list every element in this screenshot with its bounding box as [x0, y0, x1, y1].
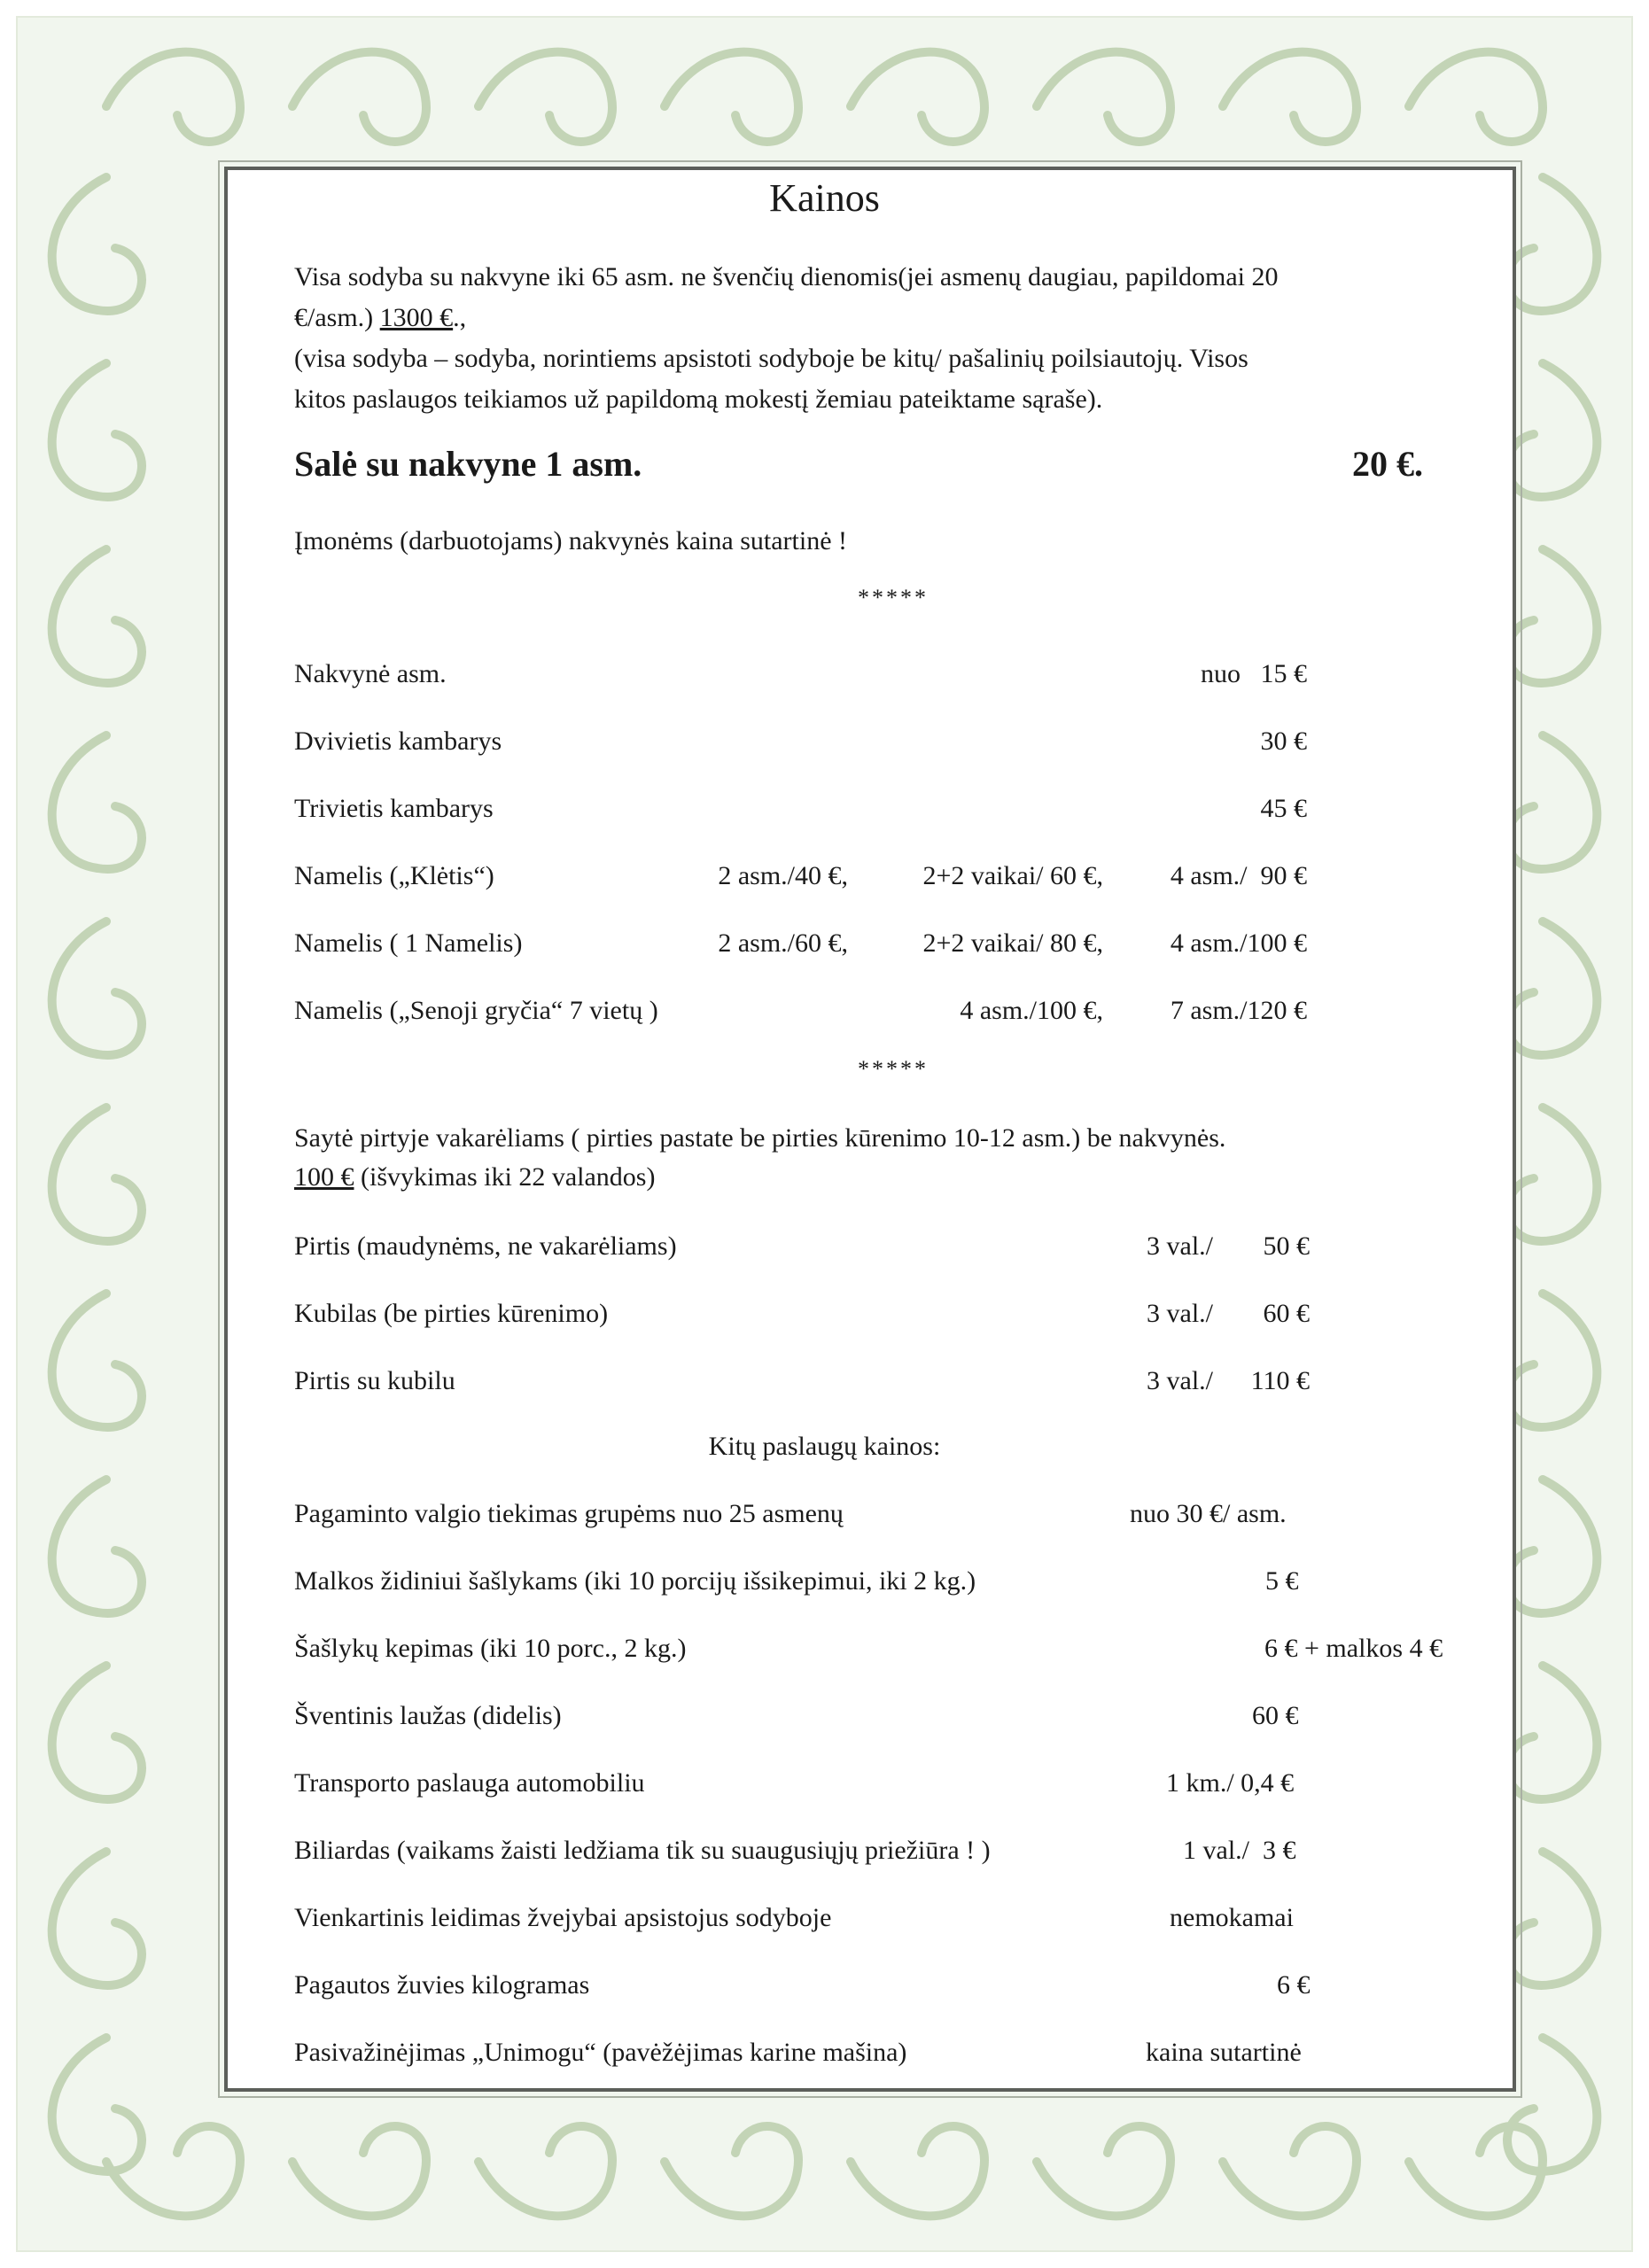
- accommodation-name: Namelis („Klėtis“): [294, 861, 494, 890]
- sauna-service-name: Kubilas (be pirties kūrenimo): [294, 1299, 609, 1328]
- accommodation-name: Dvivietis kambarys: [294, 726, 502, 756]
- hall-price: 20 €.: [1352, 444, 1423, 484]
- service-name: Malkos židiniui šašlykams (iki 10 porcijų išsikepimui, iki 2 kg.): [294, 1566, 976, 1596]
- service-name: Šašlykų kepimas (iki 10 porc., 2 kg.): [294, 1634, 687, 1663]
- accommodation-price: 30 €: [1260, 726, 1307, 756]
- accommodation-price-family: 4 asm./100 €,: [960, 996, 1103, 1025]
- service-price: 1 val./ 3 €: [1183, 1836, 1296, 1865]
- other-services-heading: Kitų paslaugų kainos:: [708, 1432, 941, 1461]
- hall-label: Salė su nakvyne 1 asm.: [294, 444, 642, 484]
- sauna-duration: 3 val./: [1147, 1231, 1213, 1261]
- intro-line-2-suffix: .,: [453, 303, 467, 332]
- service-name: Transporto paslauga automobiliu: [294, 1768, 645, 1798]
- sayte-price: 100 €: [294, 1162, 354, 1192]
- service-price: kaina sutartinė: [1146, 2038, 1302, 2067]
- service-price: 6 € + malkos 4 €: [1264, 1634, 1443, 1663]
- intro-line-2-prefix: €/asm.): [294, 303, 380, 332]
- separator-1: *****: [858, 585, 929, 610]
- service-name: Šventinis laužas (didelis): [294, 1701, 562, 1730]
- accommodation-price-family: 2+2 vaikai/ 60 €,: [922, 861, 1103, 890]
- whole-farm-price: 1300 €: [379, 303, 454, 332]
- accommodation-price: 45 €: [1260, 794, 1307, 823]
- sayte-line-2: [294, 1157, 655, 1198]
- accommodation-price: 4 asm./100 €: [1170, 928, 1307, 958]
- separator-2: *****: [858, 1056, 929, 1082]
- service-price: 60 €: [1252, 1701, 1299, 1730]
- accommodation-price: 7 asm./120 €: [1170, 996, 1307, 1025]
- accommodation-price-family: 2+2 vaikai/ 80 €,: [922, 928, 1103, 958]
- service-price: nemokamai: [1170, 1903, 1294, 1932]
- sayte-line-2-suffix: (išvykimas iki 22 valandos): [354, 1162, 656, 1192]
- intro-line-2: [294, 298, 466, 338]
- accommodation-price: 4 asm./ 90 €: [1170, 861, 1307, 890]
- service-name: Biliardas (vaikams žaisti ledžiama tik su suaugusiųjų priežiūra ! ): [294, 1836, 991, 1865]
- sauna-duration: 3 val./: [1147, 1366, 1213, 1395]
- sauna-duration: 3 val./: [1147, 1299, 1213, 1328]
- service-name: Pasivažinėjimas „Unimogu“ (pavėžėjimas karine mašina): [294, 2038, 907, 2067]
- accommodation-price-2: 2 asm./60 €,: [718, 928, 848, 958]
- accommodation-name: Namelis („Senoji gryčia“ 7 vietų ): [294, 996, 658, 1025]
- service-name: Pagaminto valgio tiekimas grupėms nuo 25 asmenų: [294, 1499, 844, 1528]
- service-price: 5 €: [1265, 1566, 1299, 1596]
- accommodation-price-2: 2 asm./40 €,: [718, 861, 848, 890]
- service-name: Pagautos žuvies kilogramas: [294, 1970, 590, 2000]
- intro-line-1: Visa sodyba su nakvyne iki 65 asm. ne švenčių dienomis(jei asmenų daugiau, papildomai 20: [294, 262, 1279, 291]
- page-title: Kainos: [769, 176, 880, 220]
- service-name: Vienkartinis leidimas žvejybai apsistojus sodyboje: [294, 1903, 832, 1932]
- accommodation-name: Nakvynė asm.: [294, 659, 447, 688]
- sauna-price: 110 €: [1250, 1366, 1310, 1395]
- service-price: 1 km./ 0,4 €: [1166, 1768, 1295, 1798]
- accommodation-price: nuo 15 €: [1201, 659, 1307, 688]
- sauna-price: 60 €: [1263, 1299, 1310, 1328]
- accommodation-name: Trivietis kambarys: [294, 794, 494, 823]
- accommodation-name: Namelis ( 1 Namelis): [294, 928, 523, 958]
- sauna-price: 50 €: [1263, 1231, 1310, 1261]
- intro-line-3: (visa sodyba – sodyba, norintiems apsistoti sodyboje be kitų/ pašalinių poilsiautojų. Visos: [294, 344, 1248, 373]
- companies-note: Įmonėms (darbuotojams) nakvynės kaina sutartinė !: [294, 526, 847, 555]
- sauna-service-name: Pirtis (maudynėms, ne vakarėliams): [294, 1231, 677, 1261]
- service-price: nuo 30 €/ asm.: [1130, 1499, 1287, 1528]
- intro-line-4: kitos paslaugos teikiamos už papildomą mokestį žemiau pateiktame sąraše).: [294, 384, 1103, 414]
- sayte-line-1: Saytė pirtyje vakarėliams ( pirties pastate be pirties kūrenimo 10-12 asm.) be nakvynės.: [294, 1123, 1226, 1153]
- sauna-service-name: Pirtis su kubilu: [294, 1366, 455, 1395]
- service-price: 6 €: [1277, 1970, 1311, 2000]
